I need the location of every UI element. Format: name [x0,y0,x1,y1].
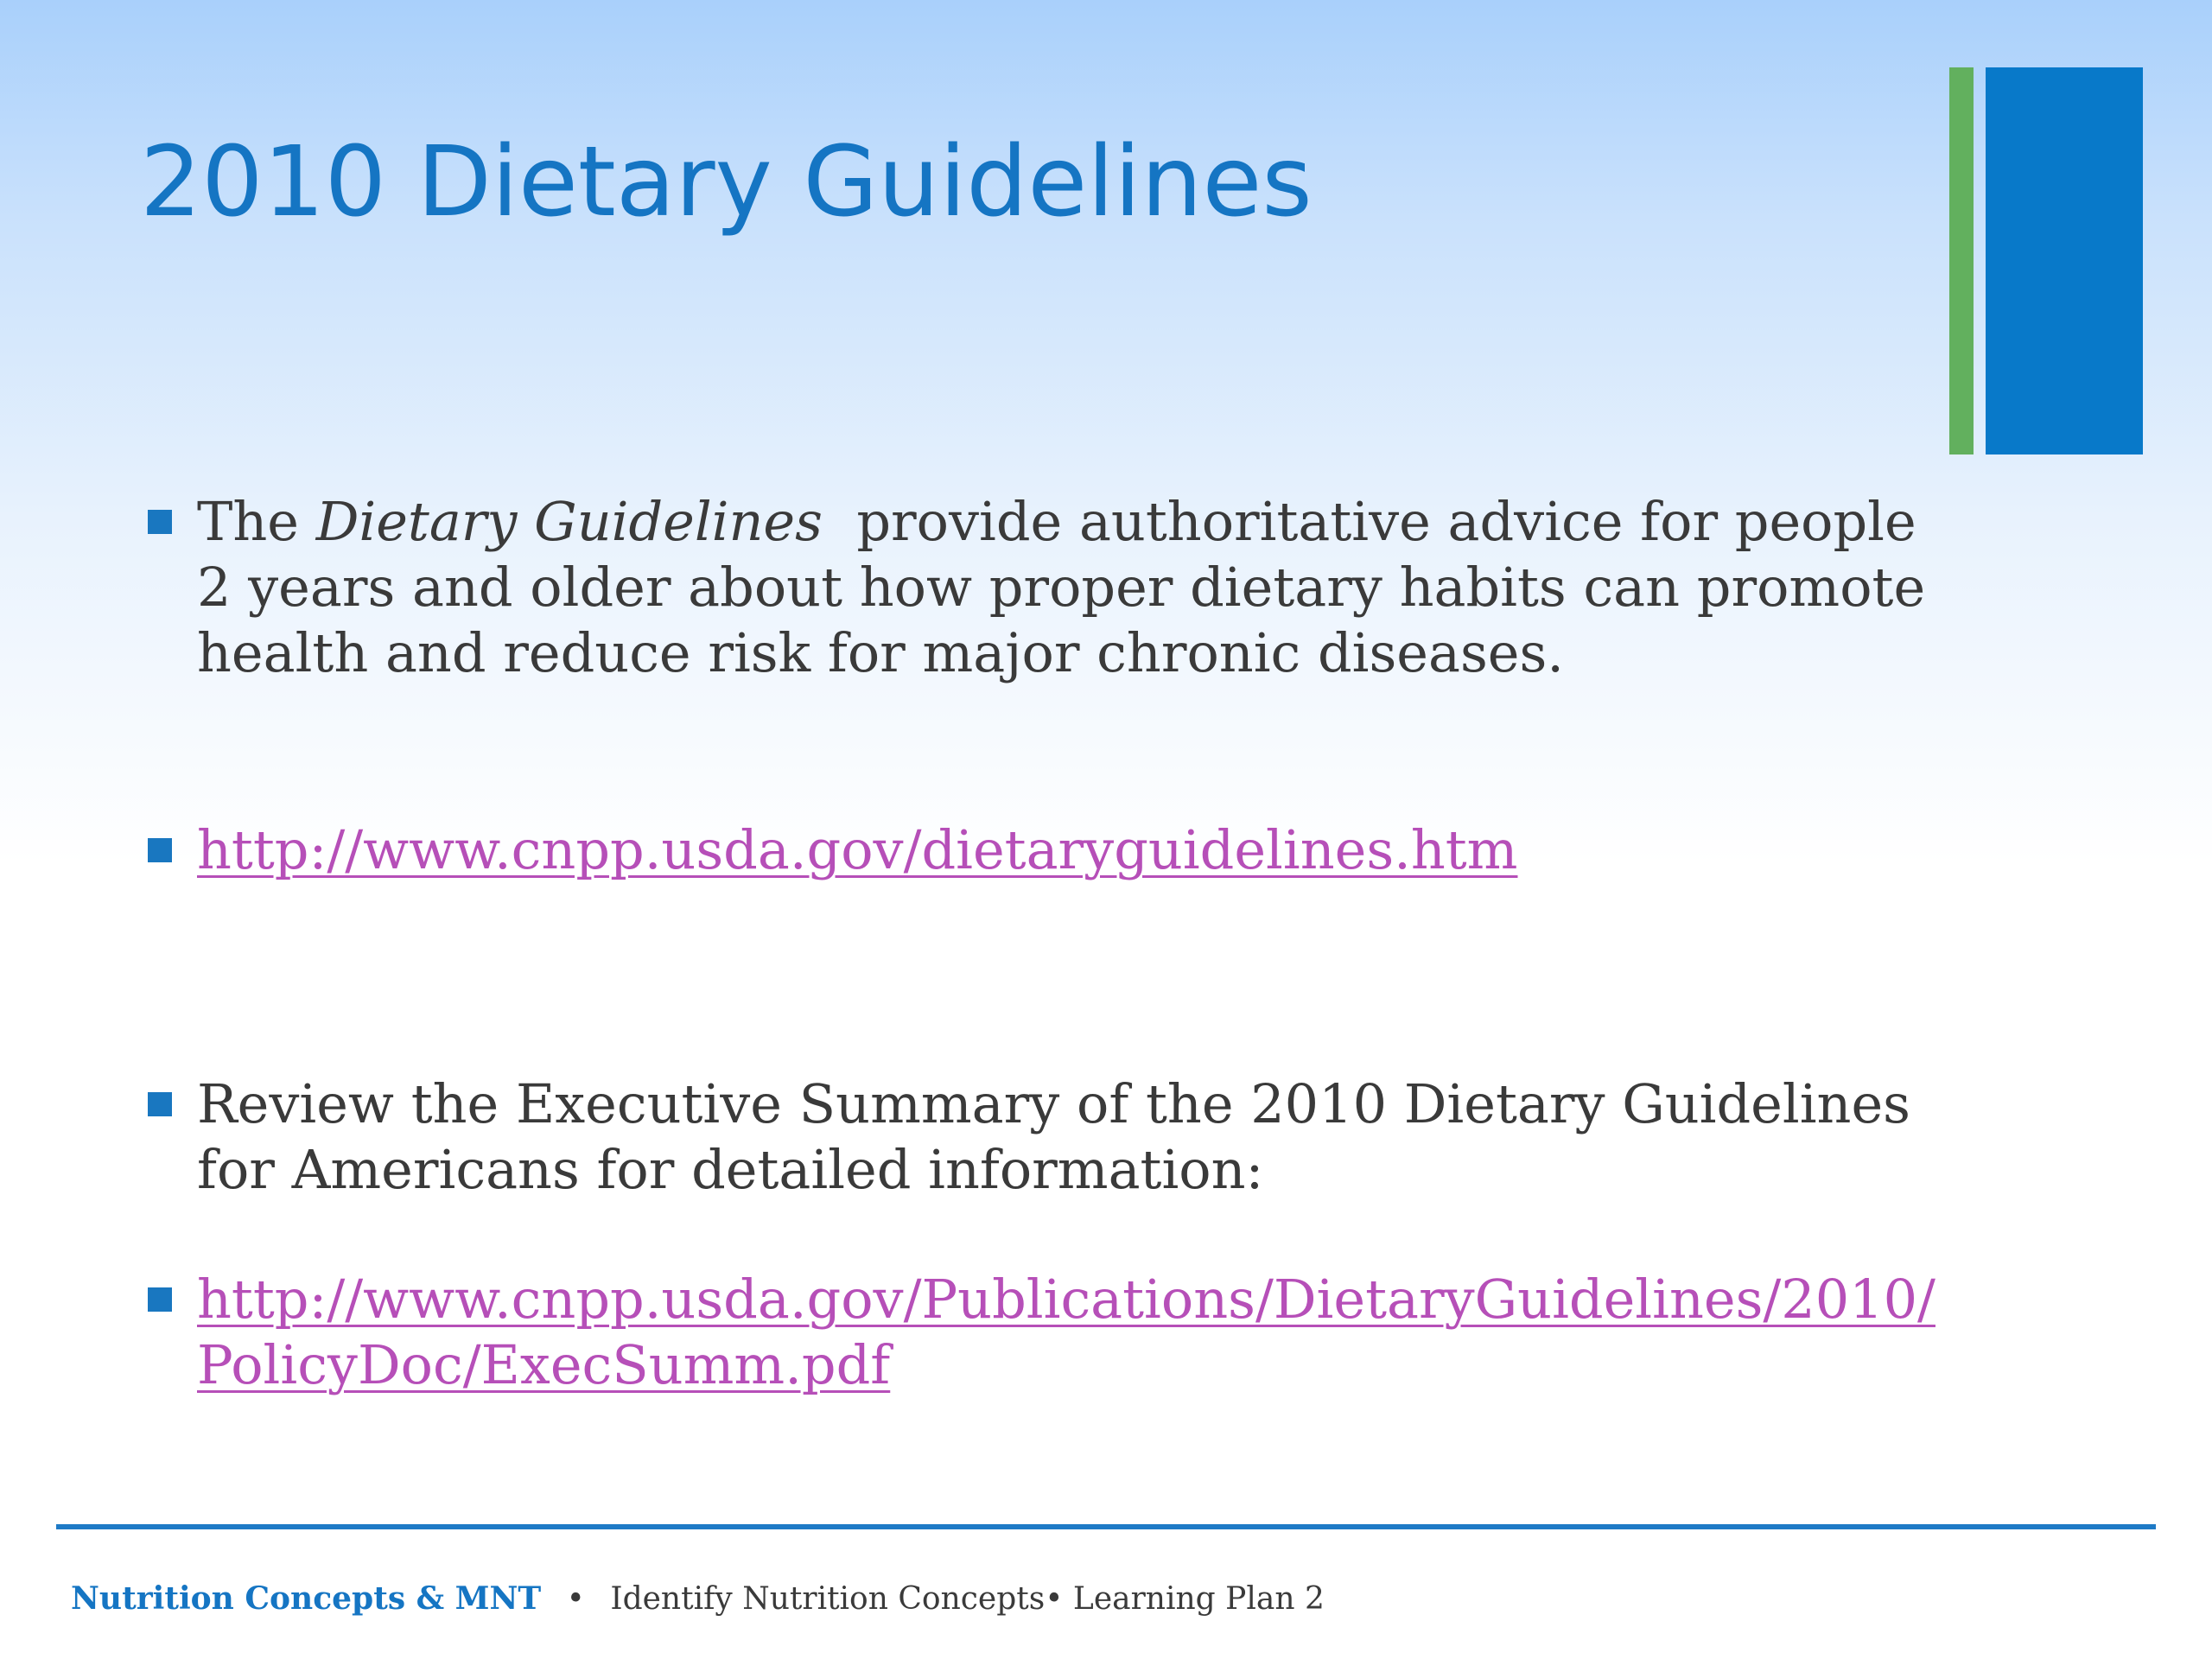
bullet-prefix: The [197,490,316,553]
square-bullet-icon [148,838,172,862]
bullet-text: Review the Executive Summary of the 2010 Dietary Guidelines for Americans for detailed information: [197,1072,1910,1201]
link-executive-summary[interactable]: http://www.cnpp.usda.gov/Publications/DietaryGuidelines/2010/PolicyDoc/ExecSumm.pdf [197,1268,1936,1396]
footer-plan: Learning Plan 2 [1072,1581,1325,1617]
footer [71,1578,1325,1620]
bullet-emphasis: Dietary Guidelines [315,490,823,553]
square-bullet-icon [148,1092,172,1116]
bullet-text: provide authoritative advice for people 2 years and older about how proper dietary habits can promote health and reduce risk for major chronic diseases. [197,490,1942,684]
link-dietary-guidelines[interactable]: http://www.cnpp.usda.gov/dietaryguidelines.htm [197,818,1518,881]
square-bullet-icon [148,510,172,534]
slide-title: 2010 Dietary Guidelines [140,126,1313,238]
bullet-item-link-execsumm [197,1267,1951,1398]
bullet-item-review [197,1071,1951,1203]
footer-course: Nutrition Concepts & MNT [71,1580,542,1617]
square-bullet-icon [148,1287,172,1312]
bullet-item-link-guidelines [197,817,1951,883]
footer-divider [56,1524,2156,1529]
bullet-item-intro [197,489,1951,686]
footer-unit: Identify Nutrition Concepts• [610,1581,1064,1617]
footer-separator: • [566,1581,585,1617]
